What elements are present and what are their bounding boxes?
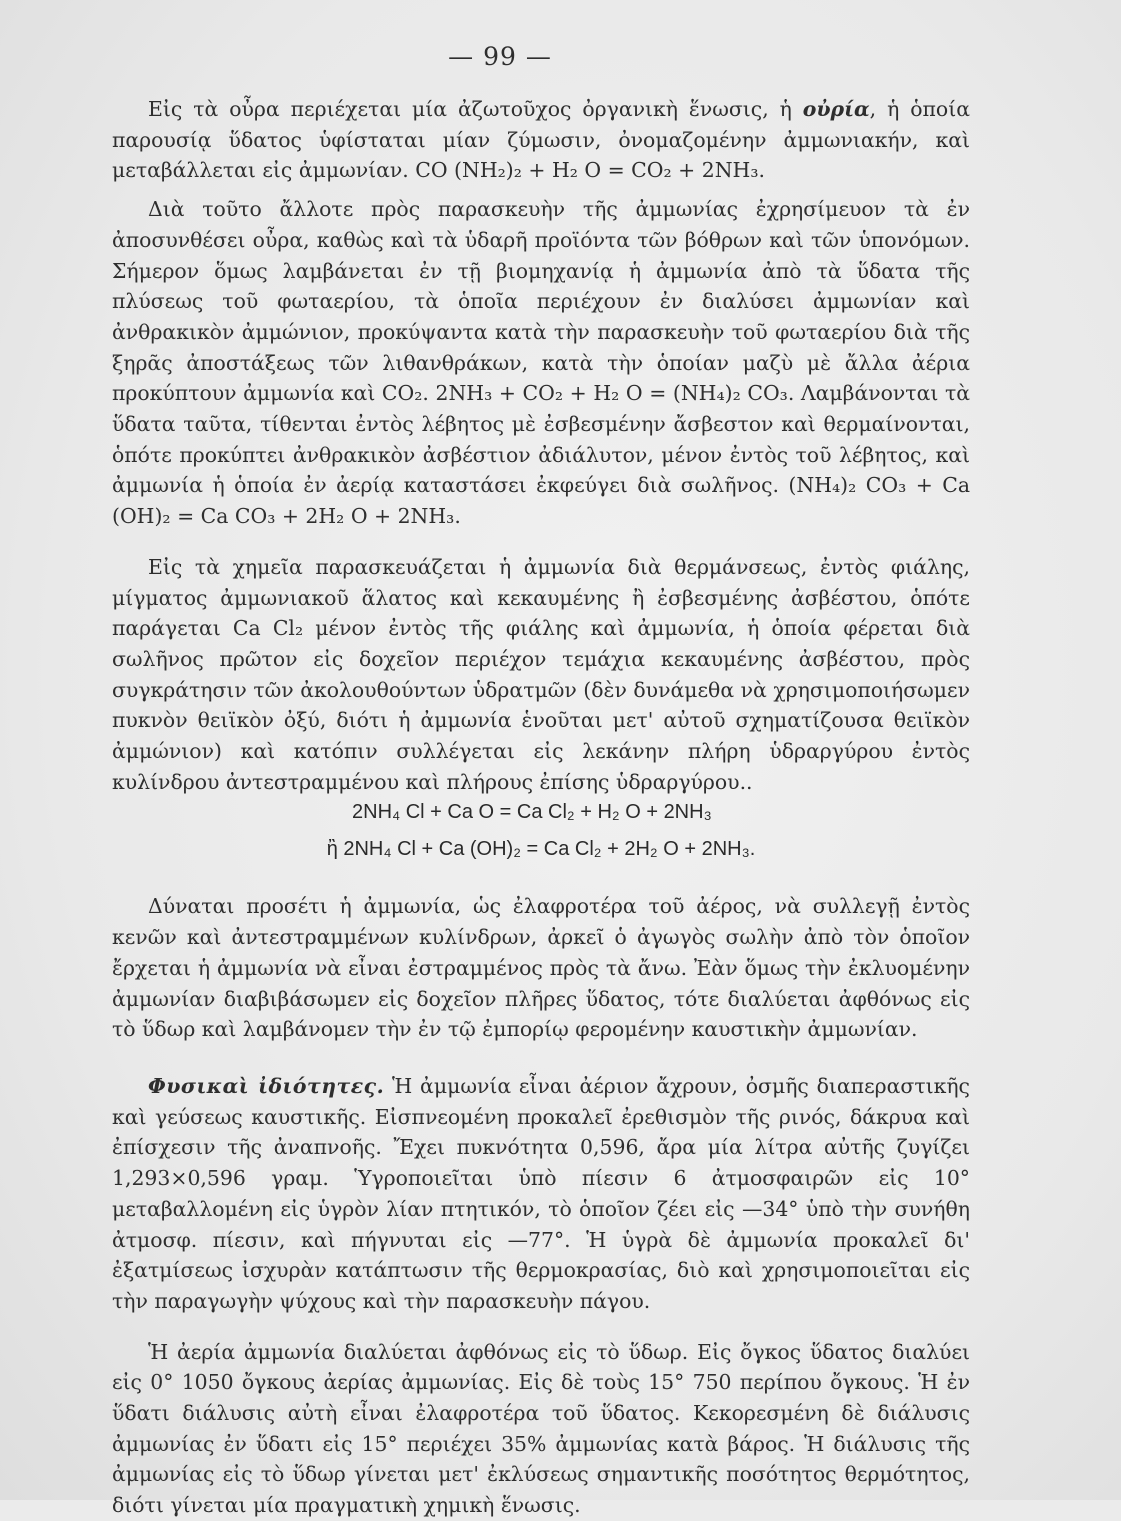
reaction-formula-1: 2NH₄ Cl + Ca O = Ca Cl₂ + H₂ O + 2NH₃ <box>352 801 712 824</box>
section-heading-physical-properties: Φυσικαὶ ἰδιότητες. <box>148 1073 385 1098</box>
reaction-formula-2: ἢ 2NH₄ Cl + Ca (OH)₂ = Ca Cl₂ + 2H₂ O + 2NH₃. <box>326 838 756 861</box>
paragraph-collection: Δύναται προσέτι ἡ ἀμμωνία, ὡς ἐλαφροτέρα τοῦ ἀέρος, νὰ συλλεγῇ ἐντὸς κενῶν καὶ ἀντεστραμμένων κυλίνδρων, ἀρκεῖ ὁ ἀγωγὸς σωλὴν ἀπὸ τὸν ὁποῖον ἔρχεται ἡ ἀμμωνία νὰ εἶναι ἐστραμμένος πρὸς τὰ ἄνω. Ἐὰν ὅμως τὴν ἐκλυομένην ἀμμωνίαν διαβιβάσωμεν εἰς δοχεῖον πλῆρες ὕδατος, τότε διαλύεται ἀφθόνως εἰς τὸ ὕδωρ καὶ λαμβάνομεν τὴν ἐν τῷ ἐμπορίῳ φερομένην καυστικὴν ἀμμωνίαν. <box>112 894 970 1042</box>
page-number: — 99 — <box>448 42 552 71</box>
paragraph-industrial-production: Διὰ τοῦτο ἄλλοτε πρὸς παρασκευὴν τῆς ἀμμωνίας ἐχρησίμευον τὰ ἐν ἀποσυνθέσει οὖρα, καθὼς καὶ τὰ ὑδαρῆ προϊόντα τῶν βόθρων καὶ τῶν ὑπονόμων. Σήμερον ὅμως λαμβάνεται ἐν τῇ βιομηχανίᾳ ἡ ἀμμωνία ἀπὸ τὰ ὕδατα τῆς πλύσεως τοῦ φωταερίου, τὰ ὁποῖα περιέχουν ἐν διαλύσει ἀμμωνίαν καὶ ἀνθρακικὸν ἀμμώνιον, προκύψαντα κατὰ τὴν παρασκευὴν τοῦ φωταερίου διὰ τῆς ξηρᾶς ἀποστάξεως τῶν λιθανθράκων, κατὰ τὴν ὁποίαν μαζὺ μὲ ἄλλα ἀέρια προκύπτουν ἀμμωνία καὶ CO₂. 2NH₃ + CO₂ + H₂ O = (NH₄)₂ CO₃. Λαμβάνονται τὰ ὕδατα ταῦτα, τίθενται ἐντὸς λέβητος μὲ ἐσβεσμένην ἄσβεστον καὶ θερμαίνονται, ὁπότε προκύπτει ἀνθρακικὸν ἀσβέστιον ἀδιάλυτον, μένον ἐντὸς τοῦ λέβητος, καὶ ἀμμωνία ἡ ὁποία ἐν ἀερίᾳ καταστάσει ἐκφεύγει διὰ σωλῆνος. (NH₄)₂ CO₃ + Ca (OH)₂ = Ca CO₃ + 2H₂ O + 2NH₃. <box>112 197 970 529</box>
paragraph-urea-lead: Εἰς τὰ οὖρα περιέχεται μία ἀζωτοῦχος ὀργανικὴ ἕνωσις, ἡ <box>148 97 803 121</box>
body-text <box>112 94 970 1521</box>
paragraph-solubility: Ἡ ἀερία ἀμμωνία διαλύεται ἀφθόνως εἰς τὸ ὕδωρ. Εἰς ὄγκος ὕδατος διαλύει εἰς 0° 1050 ὄγκους ἀερίας ἀμμωνίας. Εἰς δὲ τοὺς 15° 750 περίπου ὄγκους. Ἡ ἐν ὕδατι διάλυσις αὐτὴ εἶναι ἐλαφροτέρα τοῦ ὕδατος. Κεκορεσμένη δὲ διάλυσις ἀμμωνίας ἐν ὕδατι εἰς 15° περιέχει 35% ἀμμωνίας κατὰ βάρος. Ἡ διάλυσις τῆς ἀμμωνίας εἰς τὸ ὕδωρ γίνεται μετ' ἐκλύσεως σημαντικῆς ποσότητος θερμότητος, διότι γίνεται μία πραγματικὴ χημικὴ ἕνωσις. <box>112 1339 970 1518</box>
paragraph-urea-rest: , ἡ ὁποία παρουσίᾳ ὕδατος ὑφίσταται μίαν ζύμωσιν, ὀνομαζομένην ἀμμωνιακήν, καὶ μεταβάλλεται εἰς ἀμμωνίαν. CO (NH₂)₂ + H₂ O = CO₂ + 2NH₃. <box>112 97 970 183</box>
paragraph-physical-properties <box>112 1071 970 1317</box>
physical-properties-text: Ἡ ἀμμωνία εἶναι ἀέριον ἄχρουν, ὀσμῆς διαπεραστικῆς καὶ γεύσεως καυστικῆς. Εἰσπνεομένη προκαλεῖ ἐρεθισμὸν τῆς ρινός, δάκρυα καὶ ἐπίσχεσιν τῆς ἀναπνοῆς. Ἔχει πυκνότητα 0,596, ἄρα μία λίτρα αὐτῆς ζυγίζει 1,293×0,596 γραμ. Ὑγροποιεῖται ὑπὸ πίεσιν 6 ἀτμοσφαιρῶν εἰς 10° μεταβαλλομένη εἰς ὑγρὸν λίαν πτητικόν, τὸ ὁποῖον ζέει εἰς —34° ὑπὸ τὴν συνήθη ἀτμοσφ. πίεσιν, καὶ πήγνυται εἰς —77°. Ἡ ὑγρὰ δὲ ἀμμωνία προκαλεῖ δι' ἐξατμίσεως ἰσχυρὰν κατάπτωσιν τῆς θερμοκρασίας, διὸ καὶ χρησιμοποιεῖται εἰς τὴν παραγωγὴν ψύχους καὶ τὴν παρασκευὴν πάγου. <box>112 1073 970 1313</box>
paragraph-urea <box>112 94 970 186</box>
paragraph-lab-preparation: Εἰς τὰ χημεῖα παρασκευάζεται ἡ ἀμμωνία διὰ θερμάνσεως, ἐντὸς φιάλης, μίγματος ἀμμωνιακοῦ ἅλατος καὶ κεκαυμένης ἢ ἐσβεσμένης ἀσβέστου, ὁπότε παράγεται Ca Cl₂ μένον ἐντὸς τῆς φιάλης καὶ ἀμμωνία, ἡ ὁποία φέρεται διὰ σωλῆνος πρῶτον εἰς δοχεῖον περιέχον τεμάχια κεκαυμένης ἀσβέστου, πρὸς συγκράτησιν τῶν ἀκολουθούντων ὑδρατμῶν (δὲν δυνάμεθα νὰ χρησιμοποιήσωμεν πυκνὸν θειϊκὸν ὀξύ, διότι ἡ ἀμμωνία ἑνοῦται μετ' αὐτοῦ σχηματίζουσα θειϊκὸν ἀμμώνιον) καὶ κατόπιν συλλέγεται εἰς λεκάνην πλήρη ὑδραργύρου ἐντὸς κυλίνδρου ἀντεστραμμένου καὶ πλήρους ἐπίσης ὑδραργύρου.. <box>112 554 970 794</box>
term-ouria: οὐρία <box>802 97 870 121</box>
